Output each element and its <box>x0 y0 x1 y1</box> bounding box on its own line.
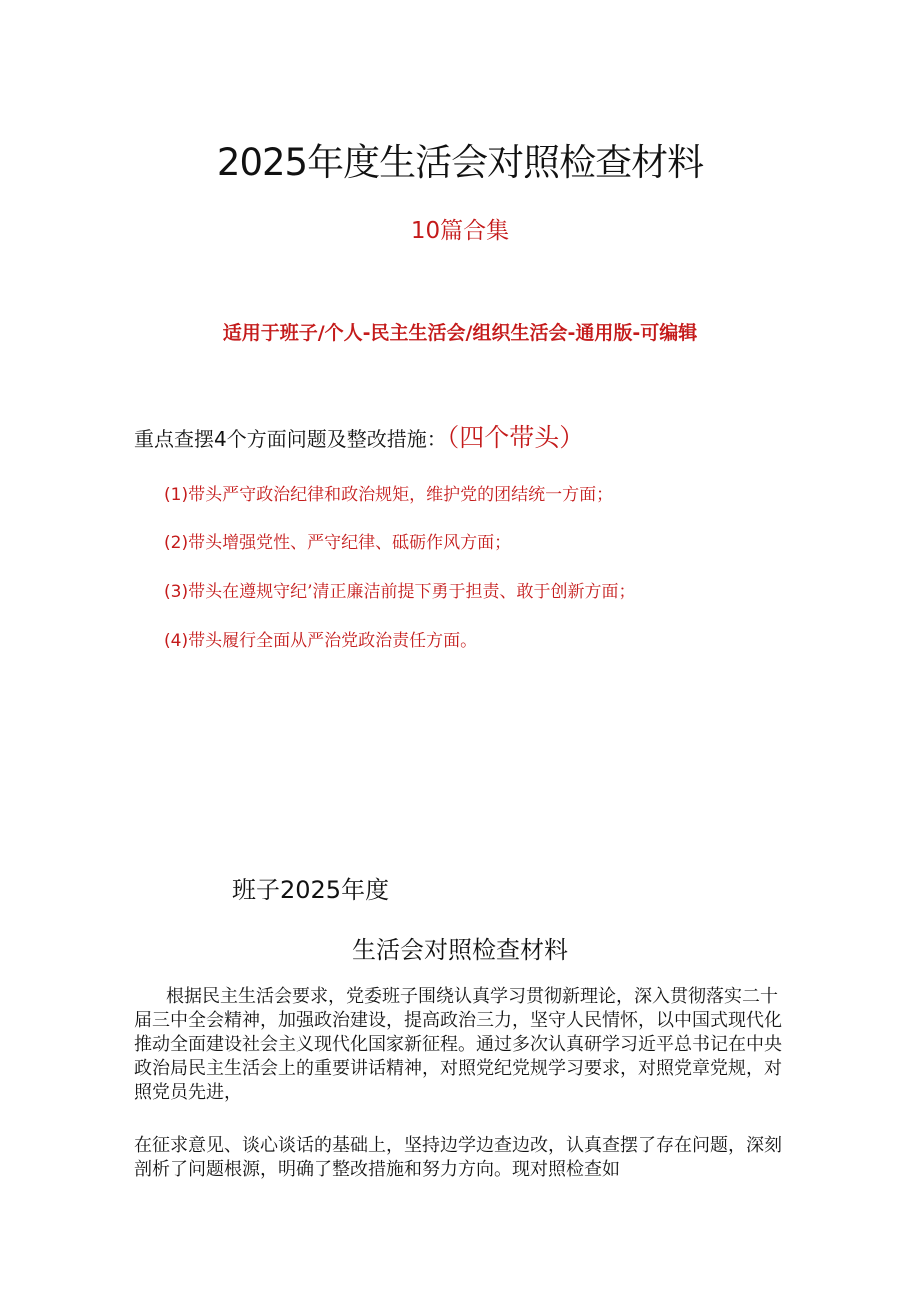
point-item <box>164 480 613 505</box>
point-item <box>164 577 636 602</box>
section-heading-line1: 班子2025年度 <box>232 876 390 904</box>
point-number: (1) <box>164 485 189 505</box>
applicability-note: 适用于班子/个人-民主生活会/组织生活会-通用版-可编辑 <box>222 322 698 344</box>
body-paragraph: 在征求意见、谈心谈话的基础上，坚持边学边查边改，认真查摆了存在问题，深刻剖析了问题根源，明确了整改措施和努力方向。现对照检查如 <box>134 1135 782 1180</box>
document-subtitle: 10篇合集 <box>410 218 510 244</box>
point-text: 带头履行全面从严治党政治责任方面。 <box>188 631 478 651</box>
section-heading-line2: 生活会对照检查材料 <box>352 936 568 964</box>
point-number: (2) <box>164 533 189 553</box>
focus-heading <box>134 418 584 454</box>
point-text: 带头在遵规守纪’清正廉洁前提下勇于担责、敢于创新方面； <box>188 582 636 602</box>
point-text: 带头严守政治纪律和政治规矩，维护党的团结统一方面； <box>188 485 614 505</box>
focus-lead: 重点查摆4个方面问题及整改措施： <box>134 427 447 451</box>
document-title: 2025年度生活会对照检查材料 <box>216 141 704 184</box>
point-text: 带头增强党性、严守纪律、砥砺作风方面； <box>188 533 512 553</box>
body-paragraph: 根据民主生活会要求，党委班子围绕认真学习贯彻新理论，深入贯彻落实二十届三中全会精神，加强政治建设，提高政治三力，坚守人民情怀，以中国式现代化推动全面建设社会主义现代化国家新征程。通过多次认真研学习近平总书记在中央政治局民主生活会上的重要讲话精神，对照党纪党规学习要求，对照党章党规，对照党员先进， <box>134 986 782 1103</box>
point-item <box>164 528 511 553</box>
point-item <box>164 626 477 651</box>
focus-highlight: （四个带头） <box>446 423 585 452</box>
point-number: (4) <box>164 631 189 651</box>
point-number: (3) <box>164 582 189 602</box>
